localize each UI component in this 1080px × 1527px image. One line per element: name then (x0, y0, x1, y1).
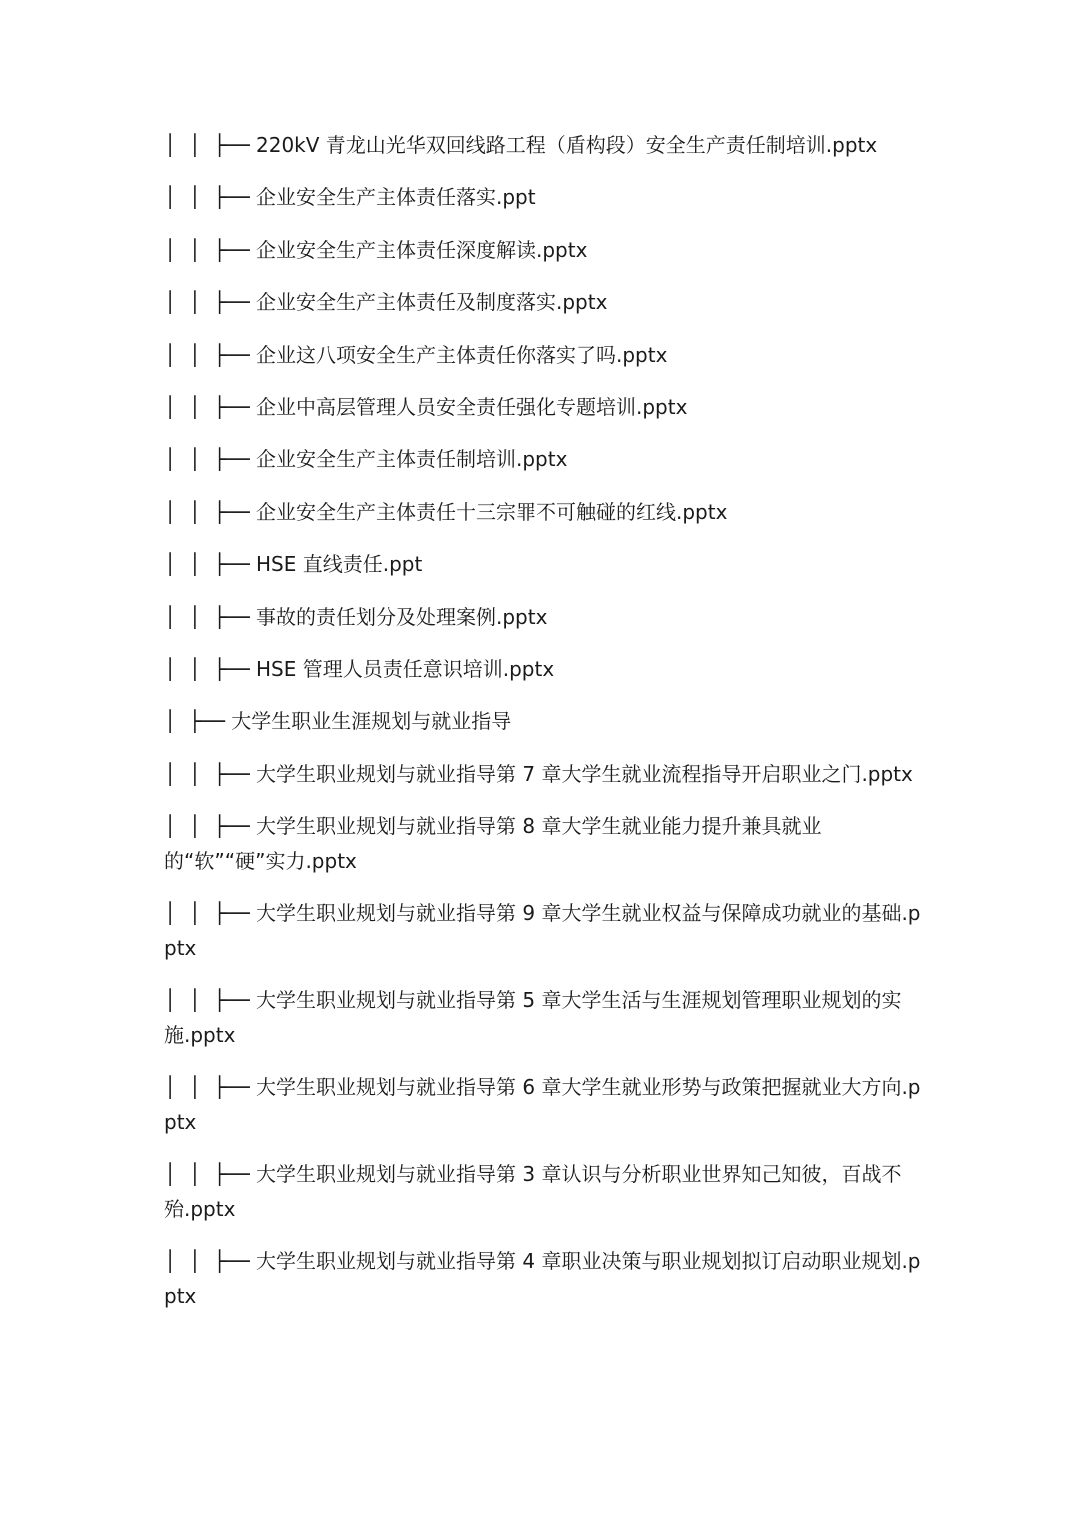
tree-entry (164, 1244, 924, 1314)
file-name: HSE 直线责任.ppt (256, 552, 423, 577)
tree-entry (164, 180, 924, 215)
tree-branch-prefix: │ │ ├── (164, 1074, 256, 1099)
tree-entry (164, 983, 924, 1053)
file-name: 企业安全生产主体责任十三宗罪不可触碰的红线.pptx (256, 499, 728, 524)
tree-branch-prefix: │ │ ├── (164, 447, 256, 472)
file-name: 企业安全生产主体责任制培训.pptx (256, 447, 568, 472)
file-name: 大学生职业规划与就业指导第 7 章大学生就业流程指导开启职业之门.pptx (256, 761, 913, 786)
file-name: 大学生职业规划与就业指导第 9 章大学生就业权益与保障成功就业的基础.pptx (164, 900, 921, 960)
tree-branch-prefix: │ │ ├── (164, 342, 256, 367)
file-name: 大学生职业规划与就业指导第 3 章认识与分析职业世界知己知彼，百战不殆.pptx (164, 1161, 902, 1221)
tree-entry (164, 896, 924, 966)
tree-entry (164, 390, 924, 425)
tree-branch-prefix: │ │ ├── (164, 133, 256, 157)
tree-branch-prefix: │ ├── (164, 709, 232, 734)
tree-branch-prefix: │ │ ├── (164, 1248, 256, 1273)
tree-entry (164, 128, 924, 163)
tree-branch-prefix: │ │ ├── (164, 394, 256, 419)
tree-branch-prefix: │ │ ├── (164, 185, 256, 210)
tree-entry (164, 233, 924, 268)
tree-branch-prefix: │ │ ├── (164, 900, 256, 925)
file-name: 事故的责任划分及处理案例.pptx (256, 604, 548, 629)
file-name: 大学生职业规划与就业指导第 5 章大学生活与生涯规划管理职业规划的实施.pptx (164, 987, 902, 1047)
tree-entry (164, 652, 924, 687)
tree-branch-prefix: │ │ ├── (164, 813, 256, 838)
file-name: 大学生职业规划与就业指导第 8 章大学生就业能力提升兼具就业的“软”“硬”实力.pptx (164, 813, 822, 873)
file-name: 220kV 青龙山光华双回线路工程（盾构段）安全生产责任制培训.pptx (256, 133, 878, 157)
tree-branch-prefix: │ │ ├── (164, 656, 256, 681)
file-name: HSE 管理人员责任意识培训.pptx (256, 656, 555, 681)
tree-branch-prefix: │ │ ├── (164, 237, 256, 262)
tree-branch-prefix: │ │ ├── (164, 552, 256, 577)
tree-entry (164, 757, 924, 792)
file-tree (164, 128, 924, 1331)
file-name: 大学生职业规划与就业指导第 6 章大学生就业形势与政策把握就业大方向.pptx (164, 1074, 921, 1134)
tree-entry (164, 442, 924, 477)
folder-name: 大学生职业生涯规划与就业指导 (231, 709, 512, 734)
tree-branch-prefix: │ │ ├── (164, 1161, 256, 1186)
tree-branch-prefix: │ │ ├── (164, 987, 256, 1012)
tree-entry (164, 1070, 924, 1140)
tree-folder-entry (164, 704, 924, 739)
tree-entry (164, 547, 924, 582)
tree-entry (164, 1157, 924, 1227)
file-name: 大学生职业规划与就业指导第 4 章职业决策与职业规划拟订启动职业规划.pptx (164, 1248, 921, 1308)
tree-branch-prefix: │ │ ├── (164, 761, 256, 786)
file-name: 企业中高层管理人员安全责任强化专题培训.pptx (256, 394, 688, 419)
file-name: 企业安全生产主体责任落实.ppt (256, 185, 536, 210)
file-name: 企业安全生产主体责任及制度落实.pptx (256, 290, 608, 315)
file-name: 企业这八项安全生产主体责任你落实了吗.pptx (256, 342, 668, 367)
tree-entry (164, 600, 924, 635)
file-name: 企业安全生产主体责任深度解读.pptx (256, 237, 588, 262)
tree-branch-prefix: │ │ ├── (164, 499, 256, 524)
tree-entry (164, 338, 924, 373)
tree-entry (164, 285, 924, 320)
tree-entry (164, 809, 924, 879)
tree-entry (164, 495, 924, 530)
tree-branch-prefix: │ │ ├── (164, 604, 256, 629)
tree-branch-prefix: │ │ ├── (164, 290, 256, 315)
